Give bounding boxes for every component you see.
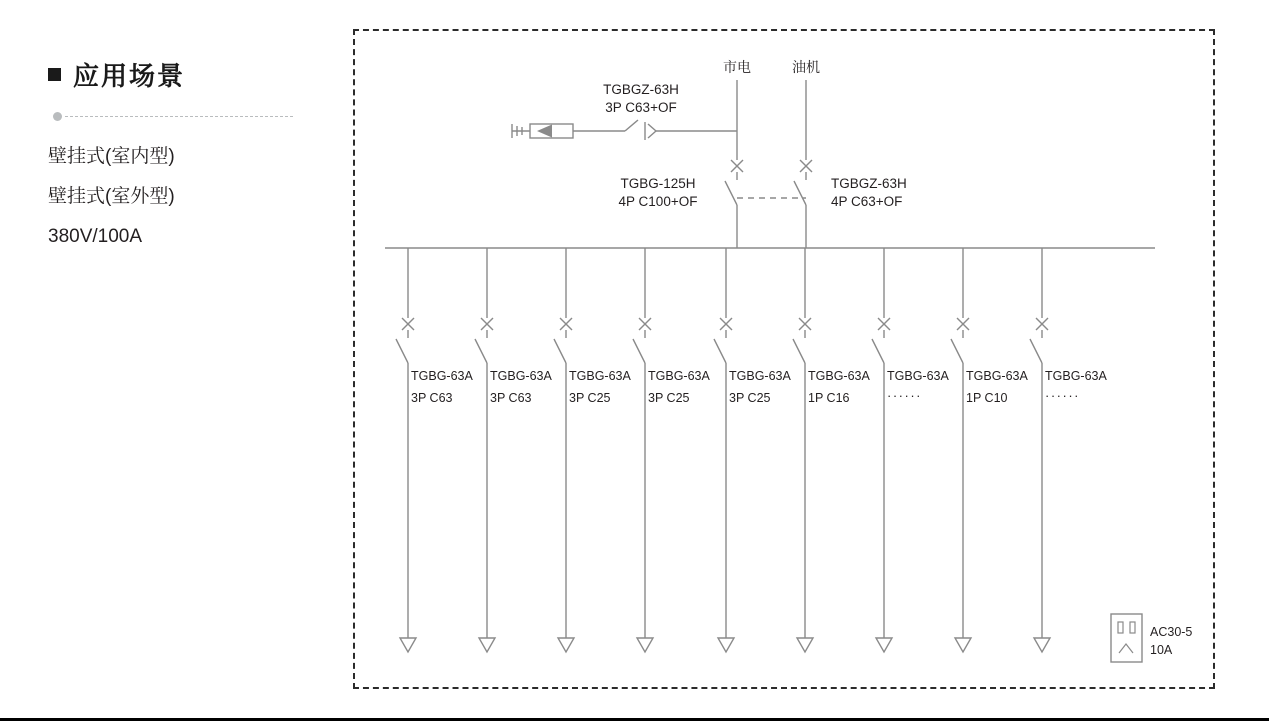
incoming-isolator bbox=[625, 120, 638, 131]
load-arrow-icon bbox=[558, 638, 574, 652]
branch-spec: 3P C25 bbox=[729, 391, 771, 405]
list-item: 壁挂式(室内型) bbox=[48, 146, 175, 167]
transfer-switch-left-model: TGBG-125H bbox=[620, 176, 696, 191]
branch-spec: 3P C25 bbox=[569, 391, 611, 405]
branch-spec: 3P C25 bbox=[648, 391, 690, 405]
branch-circuit bbox=[872, 248, 892, 652]
branch-model: TGBG-63A bbox=[569, 369, 631, 383]
load-arrow-icon bbox=[637, 638, 653, 652]
socket-model: AC30-5 bbox=[1150, 625, 1193, 639]
load-arrow-icon bbox=[1034, 638, 1050, 652]
load-arrow-icon bbox=[400, 638, 416, 652]
load-arrow-icon bbox=[479, 638, 495, 652]
branch-model: TGBG-63A bbox=[1045, 369, 1107, 383]
branch-model: TGBG-63A bbox=[887, 369, 949, 383]
branch-spec: 3P C63 bbox=[411, 391, 453, 405]
branch-circuit bbox=[554, 248, 574, 652]
branch-model: TGBG-63A bbox=[729, 369, 791, 383]
transfer-switch-right-model: TGBGZ-63H bbox=[831, 176, 907, 191]
list-item: 壁挂式(室外型) bbox=[48, 186, 175, 207]
branch-circuit bbox=[793, 248, 813, 652]
mains-switch-blade bbox=[725, 181, 737, 205]
source-label-mains: 市电 bbox=[723, 59, 751, 75]
power-socket-icon bbox=[1111, 614, 1142, 662]
branch-model: TGBG-63A bbox=[648, 369, 710, 383]
branch-circuit bbox=[714, 248, 734, 652]
branch-circuit bbox=[475, 248, 495, 652]
branch-spec: ······ bbox=[1045, 388, 1080, 403]
load-arrow-icon bbox=[876, 638, 892, 652]
branch-spec: 3P C63 bbox=[490, 391, 532, 405]
socket-rating: 10A bbox=[1150, 643, 1173, 657]
transfer-switch-left-spec: 4P C100+OF bbox=[618, 194, 698, 209]
branch-spec: ······ bbox=[887, 388, 922, 403]
load-arrow-icon bbox=[718, 638, 734, 652]
branch-circuit bbox=[633, 248, 653, 652]
load-arrow-icon bbox=[797, 638, 813, 652]
load-arrow-icon bbox=[955, 638, 971, 652]
branch-circuit bbox=[396, 248, 416, 652]
branch-model: TGBG-63A bbox=[808, 369, 870, 383]
branch-model: TGBG-63A bbox=[411, 369, 473, 383]
branch-circuit bbox=[1030, 248, 1050, 652]
transfer-switch-right-spec: 4P C63+OF bbox=[831, 194, 903, 209]
incoming-device-model: TGBGZ-63H bbox=[603, 82, 679, 97]
branch-model: TGBG-63A bbox=[490, 369, 552, 383]
gen-switch-blade bbox=[794, 181, 806, 205]
branch-circuit bbox=[951, 248, 971, 652]
branch-spec: 1P C16 bbox=[808, 391, 850, 405]
source-label-generator: 油机 bbox=[792, 59, 820, 75]
page-title-text: 应用场景 bbox=[73, 61, 186, 91]
branch-model: TGBG-63A bbox=[966, 369, 1028, 383]
incoming-device-spec: 3P C63+OF bbox=[605, 100, 677, 115]
list-item: 380V/100A bbox=[48, 226, 143, 247]
branch-spec: 1P C10 bbox=[966, 391, 1008, 405]
